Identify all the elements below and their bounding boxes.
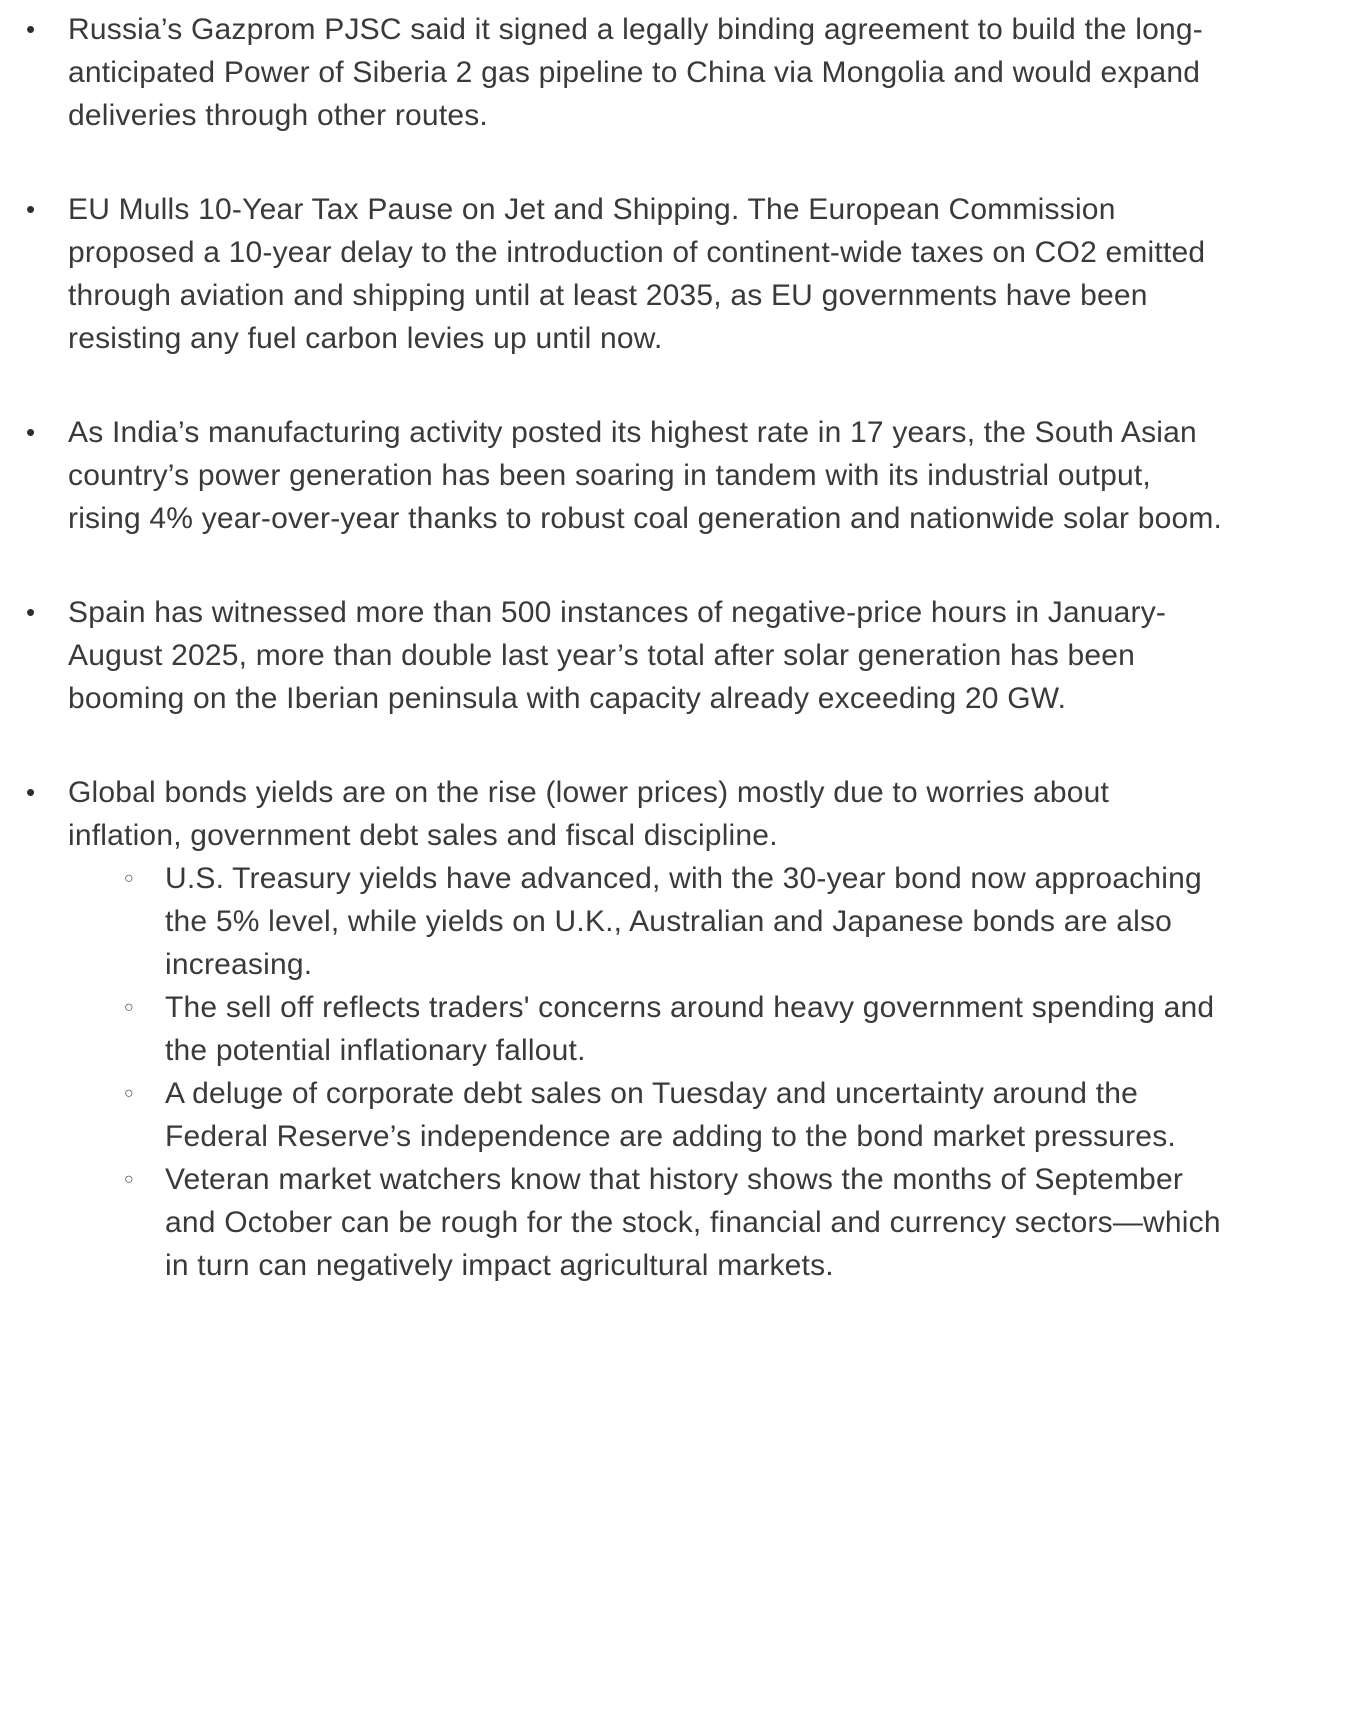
circle-bullet-icon: ○ — [124, 1171, 134, 1188]
bullet-icon: • — [26, 597, 36, 627]
sub-list-item — [68, 1158, 1226, 1287]
bullet-text: Spain has witnessed more than 500 instances of negative-price hours in January-August 2025, more than double last year’s total after solar generation has been booming on the Iberian peninsula with capacity already exceeding 20 GW. — [68, 596, 1167, 715]
circle-bullet-icon: ○ — [124, 870, 134, 887]
bullet-body — [68, 771, 1226, 1287]
bullet-icon: • — [26, 417, 36, 447]
bullet-text: As India’s manufacturing activity posted its highest rate in 17 years, the South Asian country’s power generation has been soaring in tandem with its industrial output, rising 4% year-over-year thanks to robust coal generation and nationwide solar boom. — [68, 416, 1223, 535]
bullet-text: EU Mulls 10-Year Tax Pause on Jet and Shipping. The European Commission proposed a 10-year delay to the introduction of continent-wide taxes on CO2 emitted through aviation and shipping until at least 2035, as EU governments have been resisting any fuel carbon levies up until now. — [68, 193, 1206, 355]
bullet-body — [68, 8, 1226, 137]
circle-bullet-icon: ○ — [124, 1085, 134, 1102]
sub-bullet-text: A deluge of corporate debt sales on Tuesday and uncertainty around the Federal Reserve’s independence are adding to the bond market pressures. — [165, 1077, 1176, 1153]
list-item — [20, 411, 1226, 540]
bullet-icon: • — [26, 14, 36, 44]
list-item — [20, 8, 1226, 137]
bullet-text: Russia’s Gazprom PJSC said it signed a legally binding agreement to build the long-anticipated Power of Siberia 2 gas pipeline to China via Mongolia and would expand deliveries through other routes. — [68, 13, 1203, 132]
list-item — [20, 188, 1226, 360]
sub-list-item — [68, 857, 1226, 986]
bullet-body — [68, 591, 1226, 720]
bullet-body — [68, 411, 1226, 540]
sub-list-item — [68, 986, 1226, 1072]
bullet-icon: • — [26, 194, 36, 224]
bullet-text: Global bonds yields are on the rise (lower prices) mostly due to worries about inflation, government debt sales and fiscal discipline. — [68, 776, 1110, 852]
sub-bullet-text: The sell off reflects traders' concerns around heavy government spending and the potential inflationary fallout. — [165, 991, 1215, 1067]
list-item — [20, 591, 1226, 720]
bullet-icon: • — [26, 777, 36, 807]
bullet-body — [68, 188, 1226, 360]
sub-list-item — [68, 1072, 1226, 1158]
list-item — [20, 771, 1226, 1287]
circle-bullet-icon: ○ — [124, 999, 134, 1016]
sub-bullet-text: Veteran market watchers know that history shows the months of September and October can be rough for the stock, financial and currency sectors—which in turn can negatively impact agricultural markets. — [165, 1163, 1221, 1282]
sub-bullet-text: U.S. Treasury yields have advanced, with the 30-year bond now approaching the 5% level, while yields on U.K., Australian and Japanese bonds are also increasing. — [165, 862, 1202, 981]
